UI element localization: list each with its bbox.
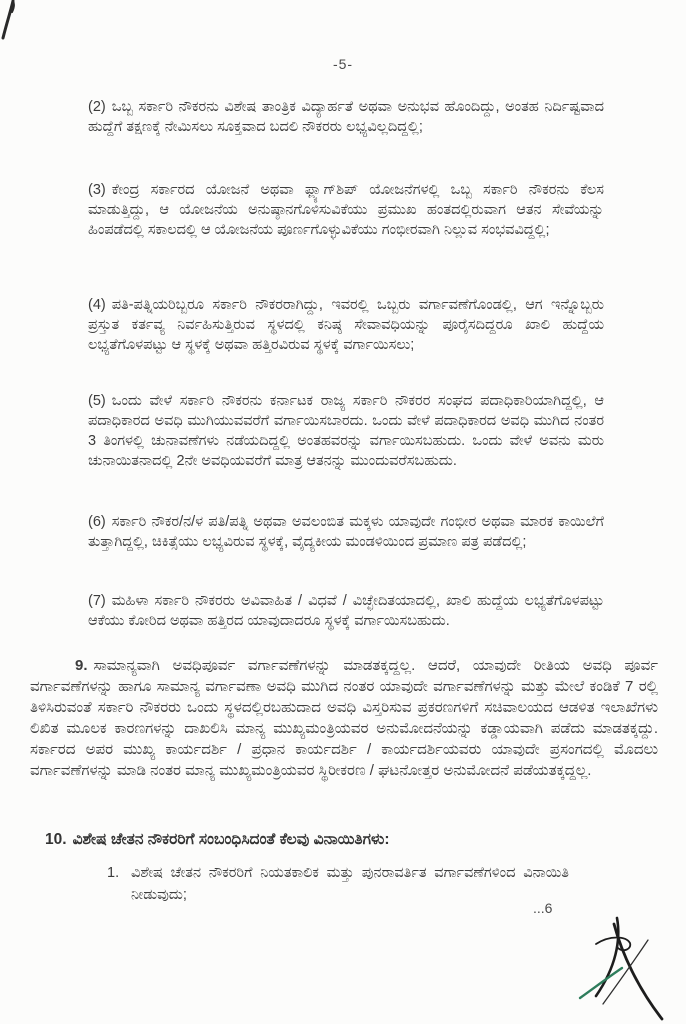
clause-7 bbox=[88, 591, 604, 631]
clause-4-text: ಪತಿ-ಪತ್ನಿಯರಿಬ್ಬರೂ ಸರ್ಕಾರಿ ನೌಕರರಾಗಿದ್ದು, ಇವರಲ್ಲಿ ಒಬ್ಬರು ವರ್ಗಾವಣೆಗೊಂಡಲ್ಲಿ, ಆಗ ಇನ್ನೊಬ್ಬರು ಪ್ರಸ್ತುತ ಕರ್ತವ್ಯ ನಿರ್ವಹಿಸುತ್ತಿರುವ ಸ್ಥಳದಲ್ಲಿ ಕನಿಷ್ಠ ಸೇವಾವಧಿಯನ್ನು ಪೂರೈಸದಿದ್ದರೂ ಖಾಲಿ ಹುದ್ದೆಯ ಲಭ್ಯತೆಗೊಳಪಟ್ಟು ಆ ಸ್ಥಳಕ್ಕೆ ಅಥವಾ ಹತ್ತಿರವಿರುವ ಸ್ಥಳಕ್ಕೆ ವರ್ಗಾಯಿಸಲು; bbox=[88, 297, 604, 353]
paragraph-9-number: 9. bbox=[75, 657, 88, 674]
section-10-number: 10. bbox=[45, 831, 67, 848]
handwritten-signature bbox=[572, 912, 678, 1024]
clause-2-text: ಒಬ್ಬ ಸರ್ಕಾರಿ ನೌಕರನು ವಿಶೇಷ ತಾಂತ್ರಿಕ ವಿದ್ಯಾರ್ಹತೆ ಅಥವಾ ಅನುಭವ ಹೊಂದಿದ್ದು, ಅಂತಹ ನಿರ್ದಿಷ್ಟವಾದ ಹುದ್ದೆಗೆ ತಕ್ಷಣಕ್ಕೆ ನೇಮಿಸಲು ಸೂಕ್ತವಾದ ಬದಲಿ ನೌಕರರು ಲಭ್ಯವಿಲ್ಲದಿದ್ದಲ್ಲಿ; bbox=[88, 99, 604, 135]
continuation-page-marker: ...6 bbox=[533, 900, 553, 916]
page-number: -5- bbox=[332, 56, 354, 72]
section-10-item-1-number: 1. bbox=[107, 865, 120, 881]
clause-4 bbox=[88, 295, 604, 355]
section-10-heading-text: ವಿಶೇಷ ಚೇತನ ನೌಕರರಿಗೆ ಸಂಬಂಧಿಸಿದಂತೆ ಕೆಲವು ವಿನಾಯಿತಿಗಳು: bbox=[72, 831, 390, 848]
section-10-heading bbox=[45, 831, 645, 849]
paragraph-9 bbox=[30, 655, 658, 781]
clause-6-text: ಸರ್ಕಾರಿ ನೌಕರ/ನ/ಳ ಪತಿ/ಪತ್ನಿ ಅಥವಾ ಅವಲಂಬಿತ ಮಕ್ಕಳು ಯಾವುದೇ ಗಂಭೀರ ಅಥವಾ ಮಾರಕ ಕಾಯಿಲೆಗೆ ತುತ್ತಾಗಿದ್ದಲ್ಲಿ, ಚಿಕಿತ್ಸೆಯು ಲಭ್ಯವಿರುವ ಸ್ಥಳಕ್ಕೆ, ವೈದ್ಯಕೀಯ ಮಂಡಳಿಯಿಂದ ಪ್ರಮಾಣ ಪತ್ರ ಪಡೆದಲ್ಲಿ; bbox=[88, 514, 604, 550]
paragraph-9-text: ಸಾಮಾನ್ಯವಾಗಿ ಅವಧಿಪೂರ್ವ ವರ್ಗಾವಣೆಗಳನ್ನು ಮಾಡತಕ್ಕದ್ದಲ್ಲ. ಆದರೆ, ಯಾವುದೇ ರೀತಿಯ ಅವಧಿ ಪೂರ್ವ ವರ್ಗಾವಣೆಗಳನ್ನು ಹಾಗೂ ಸಾಮಾನ್ಯ ವರ್ಗಾವಣಾ ಅವಧಿ ಮುಗಿದ ನಂತರ ಯಾವುದೇ ವರ್ಗಾವಣೆಗಳನ್ನು ಮತ್ತು ಮೇಲೆ ಕಂಡಿಕೆ 7 ರಲ್ಲಿ ತಿಳಿಸಿರುವಂತೆ ಸರ್ಕಾರಿ ನೌಕರರು ಒಂದು ಸ್ಥಳದಲ್ಲಿರಬಹುದಾದ ಅವಧಿ ವಿಸ್ತರಿಸುವ ಪ್ರಕರಣಗಳಿಗೆ ಸಚಿವಾಲಯದ ಆಡಳಿತ ಇಲಾಖೆಗಳು ಲಿಖಿತ ಮೂಲಕ ಕಾರಣಗಳನ್ನು ದಾಖಲಿಸಿ ಮಾನ್ಯ ಮುಖ್ಯಮಂತ್ರಿಯವರ ಅನುಮೋದನೆಯನ್ನು ಕಡ್ಡಾಯವಾಗಿ ಪಡೆದು ಮಾಡತಕ್ಕದ್ದು. ಸರ್ಕಾರದ ಅಪರ ಮುಖ್ಯ ಕಾರ್ಯದರ್ಶಿ / ಪ್ರಧಾನ ಕಾರ್ಯದರ್ಶಿ / ಕಾರ್ಯದರ್ಶಿಯವರು ಯಾವುದೇ ಪ್ರಸಂಗದಲ್ಲಿ ಮೊದಲು ವರ್ಗಾವಣೆಗಳನ್ನು ಮಾಡಿ ನಂತರ ಮಾನ್ಯ ಮುಖ್ಯಮಂತ್ರಿಯವರ ಸ್ಥಿರೀಕರಣ / ಘಟನೋತ್ತರ ಅನುಮೋದನೆ ಪಡೆಯತಕ್ಕದ್ದಲ್ಲ. bbox=[30, 657, 658, 779]
clause-3 bbox=[88, 180, 604, 240]
clause-5-number: (5) bbox=[88, 393, 106, 409]
clause-2 bbox=[88, 97, 604, 137]
clause-3-number: (3) bbox=[88, 182, 106, 198]
clause-6 bbox=[88, 512, 604, 552]
clause-5 bbox=[88, 391, 604, 471]
section-10-item-1 bbox=[107, 862, 569, 906]
clause-7-text: ಮಹಿಳಾ ಸರ್ಕಾರಿ ನೌಕರರು ಅವಿವಾಹಿತ / ವಿಧವೆ / ವಿಚ್ಛೇದಿತಯಾದಲ್ಲಿ, ಖಾಲಿ ಹುದ್ದೆಯ ಲಭ್ಯತೆಗೊಳಪಟ್ಟು ಆಕೆಯು ಕೋರಿದ ಅಥವಾ ಹತ್ತಿರದ ಯಾವುದಾದರೂ ಸ್ಥಳಕ್ಕೆ ವರ್ಗಾಯಿಸಬಹುದು. bbox=[88, 593, 604, 629]
clause-7-number: (7) bbox=[88, 593, 106, 609]
pen-stroke-corner-mark bbox=[0, 0, 22, 44]
clause-3-text: ಕೇಂದ್ರ ಸರ್ಕಾರದ ಯೋಜನೆ ಅಥವಾ ಫ್ಲ್ಯಾಗ್‌ಶಿಪ್ ಯೋಜನೆಗಳಲ್ಲಿ ಒಬ್ಬ ಸರ್ಕಾರಿ ನೌಕರನು ಕೆಲಸ ಮಾಡುತ್ತಿದ್ದು, ಆ ಯೋಜನೆಯ ಅನುಷ್ಠಾನಗೊಳಿಸುವಿಕೆಯು ಪ್ರಮುಖ ಹಂತದಲ್ಲಿರುವಾಗ ಆತನ ಸೇವೆಯನ್ನು ಹಿಂಪಡೆದಲ್ಲಿ ಸಕಾಲದಲ್ಲಿ ಆ ಯೋಜನೆಯ ಪೂರ್ಣಗೊಳ್ಳುವಿಕೆಯು ಗಂಭೀರವಾಗಿ ನಿಲ್ಲುವ ಸಂಭವವಿದ್ದಲ್ಲಿ; bbox=[88, 182, 604, 238]
clause-4-number: (4) bbox=[88, 297, 106, 313]
section-10-item-1-text: ವಿಶೇಷ ಚೇತನ ನೌಕರರಿಗೆ ನಿಯತಕಾಲಿಕ ಮತ್ತು ಪುನರಾವರ್ತಿತ ವರ್ಗಾವಣೆಗಳಿಂದ ವಿನಾಯಿತಿ ನೀಡುವುದು; bbox=[131, 865, 569, 903]
clause-6-number: (6) bbox=[88, 514, 106, 530]
clause-5-text: ಒಂದು ವೇಳೆ ಸರ್ಕಾರಿ ನೌಕರನು ಕರ್ನಾಟಕ ರಾಜ್ಯ ಸರ್ಕಾರಿ ನೌಕರರ ಸಂಘದ ಪದಾಧಿಕಾರಿಯಾಗಿದ್ದಲ್ಲಿ, ಆ ಪದಾಧಿಕಾರದ ಅವಧಿ ಮುಗಿಯುವವರೆಗೆ ವರ್ಗಾಯಿಸಬಾರದು. ಒಂದು ವೇಳೆ ಪದಾಧಿಕಾರದ ಅವಧಿ ಮುಗಿದ ನಂತರ 3 ತಿಂಗಳಲ್ಲಿ ಚುನಾವಣೆಗಳು ನಡೆಯದಿದ್ದಲ್ಲಿ ಅಂತಹವರನ್ನು ವರ್ಗಾಯಿಸಬಹುದು. ಒಂದು ವೇಳೆ ಅವನು ಮರು ಚುನಾಯಿತನಾದಲ್ಲಿ 2ನೇ ಅವಧಿಯವರೆಗೆ ಮಾತ್ರ ಆತನನ್ನು ಮುಂದುವರೆಸಬಹುದು. bbox=[88, 393, 604, 469]
clause-2-number: (2) bbox=[88, 99, 106, 115]
